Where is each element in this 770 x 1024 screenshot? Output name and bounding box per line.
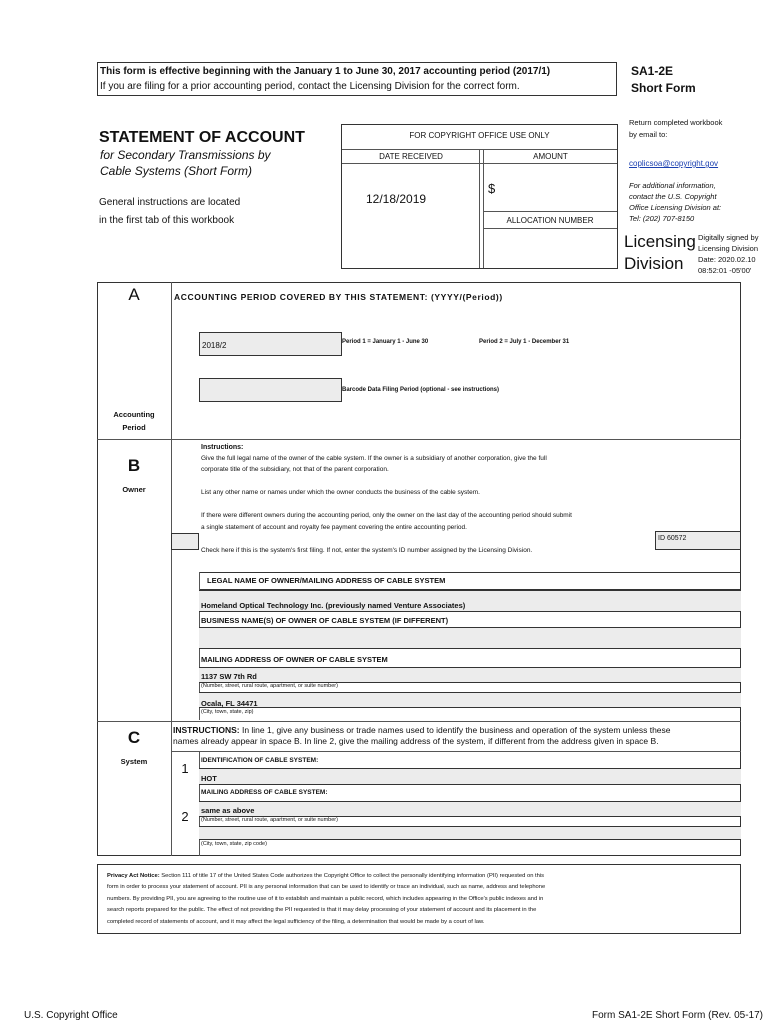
page-title: STATEMENT OF ACCOUNT xyxy=(99,129,305,146)
effective-notice-box xyxy=(97,62,617,96)
info-line-3: Office Licensing Division at: xyxy=(629,203,722,212)
owner-city-field[interactable] xyxy=(199,692,741,708)
title-sub-2: Cable Systems (Short Form) xyxy=(100,164,253,178)
privacy-line-2: form in order to process your statement of account. PII is any personal information that can be used to identify or trace an individual, such as name, address and telephone xyxy=(107,884,546,891)
period-2-note: Period 2 = July 1 - December 31 xyxy=(479,339,570,345)
date-received-value: 12/18/2019 xyxy=(366,192,427,206)
section-b-letter: B xyxy=(127,456,141,475)
return-text-1: Return completed workbook xyxy=(629,118,723,127)
signature-word-1: Licensing xyxy=(624,232,696,251)
system-street-hint: (Number, street, rural route, apartment, or suite number) xyxy=(201,817,338,823)
line-1-number: 1 xyxy=(181,761,189,776)
form-code: SA1-2E xyxy=(631,64,674,78)
signature-line-3: Date: 2020.02.10 xyxy=(698,255,756,264)
owner-mailing-label: MAILING ADDRESS OF OWNER OF CABLE SYSTEM xyxy=(201,655,388,664)
section-a-heading: ACCOUNTING PERIOD COVERED BY THIS STATEMENT: (YYYY/(Period)) xyxy=(174,292,503,302)
legal-name-label: LEGAL NAME OF OWNER/MAILING ADDRESS OF CABLE SYSTEM xyxy=(207,576,446,585)
system-ident-label: IDENTIFICATION OF CABLE SYSTEM: xyxy=(201,757,319,764)
system-street-field[interactable] xyxy=(199,801,741,817)
privacy-line-4: search reports prepared for the public. The effect of not providing the PII requested is that it may delay processing of your statement of account and its placement in the xyxy=(107,907,537,914)
form-type: Short Form xyxy=(631,81,696,95)
privacy-line-3: numbers. By providing PII, you are agreeing to the routine use of it to establish and maintain a public record, which includes appearing in the Office's public indexes and in xyxy=(107,895,544,902)
owner-city-hint: (City, town, state, zip) xyxy=(201,709,254,715)
privacy-line-5: completed record of statements of account, and it may affect the legal sufficiency of the filing, a determination that would be made by a court of law. xyxy=(107,918,485,925)
business-names-label: BUSINESS NAME(S) OF OWNER OF CABLE SYSTEM (IF DIFFERENT) xyxy=(201,616,449,625)
system-id-field[interactable] xyxy=(655,531,741,550)
return-text-2: by email to: xyxy=(629,130,668,139)
office-use-heading: FOR COPYRIGHT OFFICE USE ONLY xyxy=(409,131,550,140)
system-city-field[interactable] xyxy=(199,826,741,840)
section-b-label: Owner xyxy=(122,485,146,494)
title-sub-1: for Secondary Transmissions by xyxy=(100,148,271,162)
legal-name-header xyxy=(199,572,741,590)
privacy-notice-box xyxy=(97,864,741,934)
allocation-number-label: ALLOCATION NUMBER xyxy=(506,216,594,225)
line-2-number: 2 xyxy=(181,809,189,824)
signature-block xyxy=(624,232,770,278)
period-1-note: Period 1 = January 1 - June 30 xyxy=(342,339,429,345)
legal-name-field[interactable] xyxy=(199,590,741,612)
barcode-period-label: Barcode Data Filing Period (optional - see instructions) xyxy=(342,387,500,393)
business-names-field[interactable] xyxy=(199,627,741,649)
signature-word-2: Division xyxy=(624,254,684,273)
general-instructions-2: in the first tab of this workbook xyxy=(99,215,235,226)
section-a-label-1: Accounting xyxy=(113,410,155,419)
section-b-instr-1b: corporate title of the subsidiary, not that of the parent corporation. xyxy=(201,466,389,473)
owner-street-field[interactable] xyxy=(199,667,741,683)
section-c-instr-line-1: In line 1, give any business or trade names used to identify the business and operation of the system unless these xyxy=(239,725,671,735)
general-instructions-1: General instructions are located xyxy=(99,197,241,208)
barcode-period-input[interactable] xyxy=(199,378,342,402)
legal-name-value: Homeland Optical Technology Inc. (previously named Venture Associates) xyxy=(201,601,466,610)
section-b-instr-3b: a single statement of account and royalty fee payment covering the entire accounting period. xyxy=(201,524,467,531)
info-line-4: Tel: (202) 707-8150 xyxy=(629,214,695,223)
system-city-hint: (City, town, state, zip code) xyxy=(201,841,267,847)
accounting-period-input[interactable] xyxy=(199,332,342,356)
section-c-instr-line-2: names already appear in space B. In line 2, give the mailing address of the system, if different from the address given in space B. xyxy=(173,736,659,746)
first-filing-checkbox[interactable] xyxy=(171,533,199,550)
footer-left: U.S. Copyright Office xyxy=(24,1010,118,1021)
section-b-instr-3a: If there were different owners during the accounting period, only the owner on the last day of the accounting period should submit xyxy=(201,512,572,519)
section-c-instr-title: INSTRUCTIONS: xyxy=(173,725,240,735)
system-street-value: same as above xyxy=(201,806,255,815)
amount-value: $ xyxy=(488,181,496,196)
system-ident-value: HOT xyxy=(201,774,217,783)
section-b-instr-title: Instructions: xyxy=(201,444,244,451)
notice-line-2: If you are filing for a prior accounting period, contact the Licensing Division for the correct form. xyxy=(100,81,520,92)
owner-street-value: 1137 SW 7th Rd xyxy=(201,672,257,681)
office-use-box xyxy=(341,124,618,269)
privacy-notice-text xyxy=(107,871,737,928)
system-ident-field[interactable] xyxy=(199,768,741,785)
system-mailing-label: MAILING ADDRESS OF CABLE SYSTEM: xyxy=(201,789,328,796)
section-c-label: System xyxy=(120,757,148,766)
info-line-1: For additional information, xyxy=(629,181,716,190)
accounting-period-value: 2018/2 xyxy=(202,341,227,350)
section-a-label-2: Period xyxy=(122,423,146,432)
amount-label: AMOUNT xyxy=(533,152,568,161)
section-b-instr-1a: Give the full legal name of the owner of the cable system. If the owner is a subsidiary of another corporation, give the full xyxy=(201,455,547,462)
system-id-value: ID 60572 xyxy=(658,535,687,542)
privacy-line-1: Section 111 of title 17 of the United States Code authorizes the Copyright Office to collect the personally identifying information (PII) requested on this xyxy=(159,873,545,879)
owner-city-value: Ocala, FL 34471 xyxy=(201,699,258,708)
signature-line-1: Digitally signed by xyxy=(698,233,759,242)
info-line-2: contact the U.S. Copyright xyxy=(629,192,717,201)
first-filing-text: Check here if this is the system's first filing. If not, enter the system's ID number assigned by the Licensing Division. xyxy=(201,547,533,554)
notice-line-1: This form is effective beginning with the January 1 to June 30, 2017 accounting period (2017/1) xyxy=(100,66,551,77)
section-c-letter: C xyxy=(127,728,141,747)
owner-street-hint: (Number, street, rural route, apartment, or suite number) xyxy=(201,683,338,689)
footer-right: Form SA1-2E Short Form (Rev. 05-17) xyxy=(592,1010,763,1021)
section-b-instr-2: List any other name or names under which the owner conducts the business of the cable system. xyxy=(201,489,480,496)
signature-line-4: 08:52:01 -05'00' xyxy=(698,266,752,275)
email-link[interactable]: coplicsoa@copyright.gov xyxy=(629,159,719,168)
date-received-label: DATE RECEIVED xyxy=(379,152,443,161)
signature-line-2: Licensing Division xyxy=(698,244,759,253)
privacy-label: Privacy Act Notice: xyxy=(107,873,160,879)
section-c-instructions xyxy=(173,725,741,747)
section-a-letter: A xyxy=(128,285,140,304)
